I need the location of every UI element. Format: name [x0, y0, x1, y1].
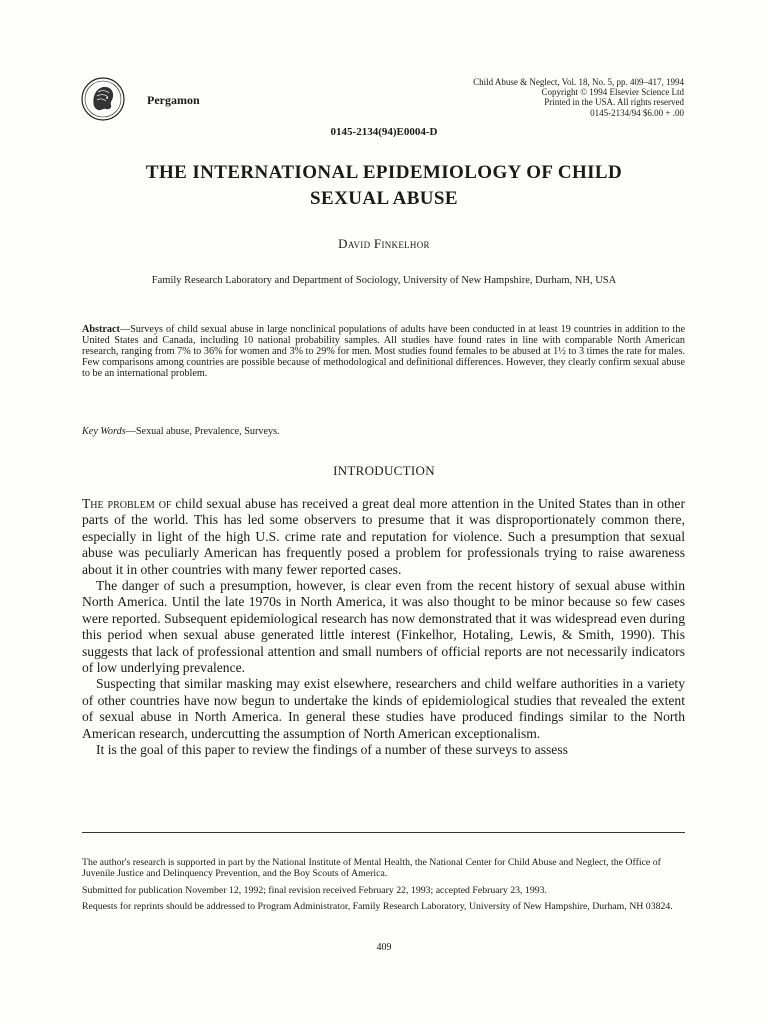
footnote-submitted: Submitted for publication November 12, 1992; final revision received February 22, 1993; accepted February 23, 1993.	[82, 884, 547, 896]
keywords-text: —Sexual abuse, Prevalence, Surveys.	[125, 426, 280, 437]
publisher-name: Pergamon	[147, 93, 200, 107]
paragraph	[82, 496, 685, 578]
abstract	[82, 324, 685, 379]
footnote-reprints: Requests for reprints should be addressed to Program Administrator, Family Research Laboratory, University of New Hampshire, Durham, NH 03824.	[82, 901, 673, 913]
page-number: 409	[376, 942, 392, 953]
paragraph-text: child sexual abuse has received a great deal more attention in the United States than in other parts of the world. This has led some observers to presume that it was disproportionately common there, especially in light of the high U.S. crime rate and reputation for violence. Such a presumption that sexual abuse was peculiarly American has frequently posed a problem for professionals trying to raise awareness about it in other countries with many fewer reported cases.	[82, 496, 685, 577]
price-line: 0145-2134/94 $6.00 + .00	[590, 107, 684, 118]
article-identifier: 0145-2134(94)E0004-D	[330, 126, 438, 138]
journal-citation-line: Child Abuse & Neglect, Vol. 18, No. 5, pp. 409–417, 1994	[473, 77, 684, 87]
paragraph: It is the goal of this paper to review the findings of a number of these surveys to assess	[96, 742, 568, 758]
abstract-text: —Surveys of child sexual abuse in large nonclinical populations of adults have been conducted in at least 19 countries in addition to the United States and Canada, including 10 national probability samples. All studies have found rates in line with comparable North American research, ranging from 7% to 36% for women and 3% to 29% for men. Most studies found females to be abused at 1½ to 3 times the rate for males. Few comparisons among countries are possible because of methodological and definitional differences. However, they clearly confirm sexual abuse to be an international problem.	[82, 324, 685, 380]
author-affiliation: Family Research Laboratory and Department of Sociology, University of New Hampshire, Durham, NH, USA	[151, 275, 617, 286]
title-line: THE INTERNATIONAL EPIDEMIOLOGY OF CHILD	[145, 162, 623, 183]
footnotes	[82, 857, 685, 918]
keywords-label: Key Words	[82, 426, 126, 437]
footnote-support: The author's research is supported in part by the National Institute of Mental Health, the National Center for Child Abuse and Neglect, the Office of Juvenile Justice and Delinquency Prevention, and the Boy Scouts of America.	[82, 857, 661, 880]
paragraph-lead: The problem of	[82, 496, 172, 511]
title-line: SEXUAL ABUSE	[310, 188, 458, 209]
introduction-body	[82, 496, 685, 759]
rights-line: Printed in the USA. All rights reserved	[544, 97, 684, 108]
section-heading: INTRODUCTION	[333, 463, 435, 478]
paragraph: Suspecting that similar masking may exist elsewhere, researchers and child welfare authorities in a variety of other countries have now begun to undertake the kinds of epidemiological studies that revealed the extent of sexual abuse in North America. In general these studies have produced findings similar to the North American research, undercutting the assumption of North American exceptionalism.	[82, 676, 685, 741]
paragraph: The danger of such a presumption, however, is clear even from the recent history of sexual abuse within North America. Until the late 1970s in North America, it was also thought to be minor because so few cases were reported. Subsequent epidemiological research has now demonstrated that it was widespread even during this period when sexual abuse generated little interest (Finkelhor, Hotaling, Lewis, & Smith, 1990). This suggests that lack of professional attention and small numbers of official reports are not necessarily indicators of low underlying prevalence.	[82, 578, 685, 676]
copyright-line: Copyright © 1994 Elsevier Science Ltd	[541, 87, 684, 98]
article-title	[60, 160, 708, 212]
author-name: David Finkelhor	[338, 236, 430, 251]
keywords	[82, 426, 280, 437]
footnote-divider	[82, 832, 685, 833]
journal-citation	[364, 77, 684, 118]
pergamon-logo-icon	[80, 76, 126, 122]
abstract-label: Abstract	[82, 324, 120, 335]
